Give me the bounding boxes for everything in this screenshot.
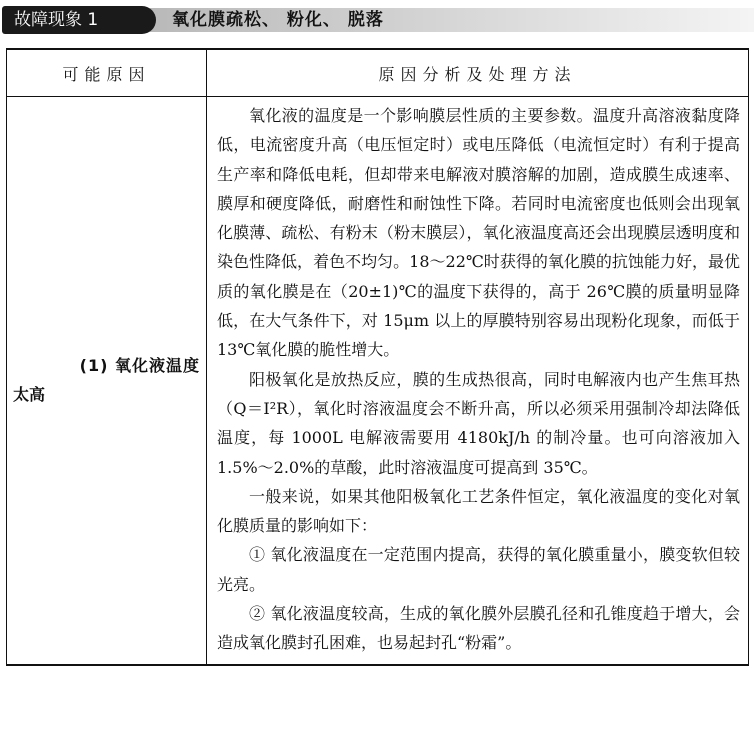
analysis-paragraph-3: 一般来说，如果其他阳极氧化工艺条件恒定，氧化液温度的变化对氧化膜质量的影响如下：: [217, 486, 740, 536]
analysis-paragraph-1: 氧化液的温度是一个影响膜层性质的主要参数。温度升高溶液黏度降低，电流密度升高（电压恒定时）或电压降低（电流恒定时）有利于提高生产率和降低电耗，但却带来电解液对膜溶解的加剧，造成膜生成速率、膜厚和硬度降低，耐磨性和耐蚀性下降。若同时电流密度也低则会出现氧化膜薄、疏松、有粉末（粉末膜层），氧化液温度高还会出现膜层透明度和染色性降低，着色不均匀。18～22℃时获得的氧化膜的抗蚀能力好，最优质的氧化膜是在（20±1)℃的温度下获得的，高于 26℃膜的质量明显降低，在大气条件下，对 15μm 以上的厚膜特别容易出现粉化现象，而低于 13℃氧化膜的脆性增大。: [217, 106, 740, 360]
fault-table: [6, 48, 749, 666]
analysis-paragraph-5: ② 氧化液温度较高，生成的氧化膜外层膜孔径和孔锥度趋于增大，会造成氧化膜封孔困难，也易起封孔“粉霜”。: [217, 604, 740, 653]
cause-text-line1: (1) 氧化液温度: [79, 356, 200, 376]
header-cause: 可能原因: [7, 49, 207, 97]
cause-cell: [7, 97, 207, 665]
analysis-paragraph-2: 阳极氧化是放热反应，膜的生成热很高，同时电解液内也产生焦耳热（Q＝I²R），氧化时溶液温度会不断升高，所以必须采用强制冷却法降低温度，每 1000L 电解液需要用 4180kJ/h 的制冷量。也可向溶液加入 1.5%～2.0%的草酸，此时溶液温度可提高到 35℃。: [217, 369, 740, 477]
section-header: [0, 6, 754, 36]
fault-number-badge: 故障现象 1: [2, 6, 156, 34]
table-row: [7, 97, 749, 665]
analysis-paragraph-4: ① 氧化液温度在一定范围内提高，获得的氧化膜重量小，膜变软但较光亮。: [217, 545, 740, 594]
table-header-row: [7, 49, 749, 97]
analysis-cell: [207, 97, 749, 665]
cause-text-line2: 太高: [13, 385, 46, 405]
header-analysis: 原因分析及处理方法: [207, 49, 749, 97]
fault-title: 氧化膜疏松、 粉化、 脱落: [172, 10, 384, 30]
